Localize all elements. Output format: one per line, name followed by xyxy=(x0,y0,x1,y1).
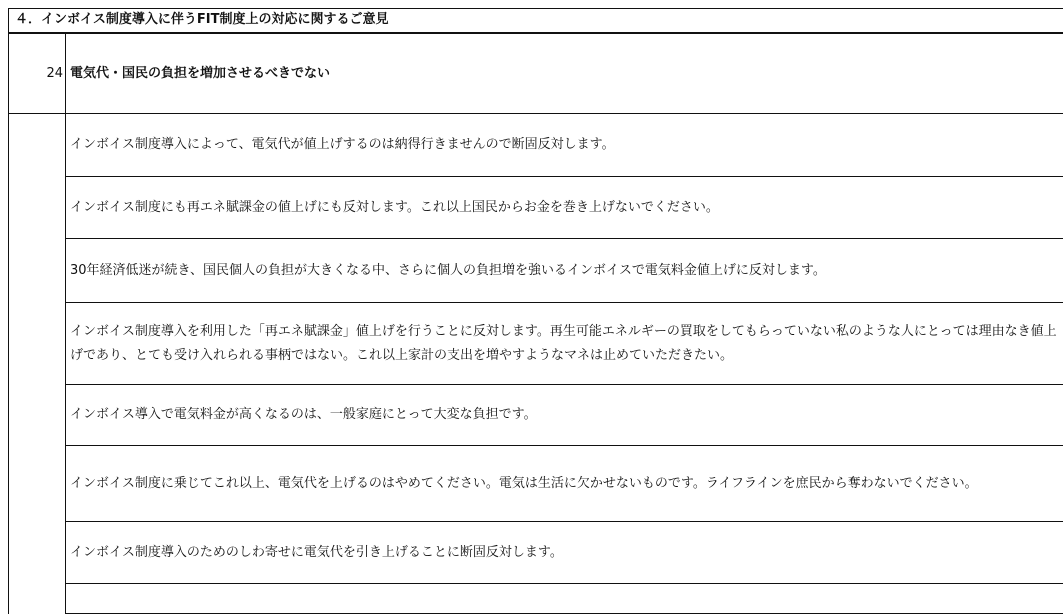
empty-number-cell xyxy=(9,385,66,446)
table-row xyxy=(9,385,1063,446)
opinion-cell: 30年経済低迷が続き、国民個人の負担が大きくなる中、さらに個人の負担増を強いるインボイスで電気料金値上げに反対します。 xyxy=(66,239,1063,303)
table-row xyxy=(9,522,1063,584)
item-header-row xyxy=(9,34,1063,114)
opinion-cell: インボイス制度にも再エネ賦課金の値上げにも反対します。これ以上国民からお金を巻き上げないでください。 xyxy=(66,177,1063,239)
opinion-cell: インボイス導入で電気料金が高くなるのは、一般家庭にとって大変な負担です。 xyxy=(66,385,1063,446)
empty-number-cell xyxy=(9,239,66,303)
empty-opinion-cell xyxy=(66,584,1063,614)
empty-number-cell xyxy=(9,303,66,385)
section-title: ４．インボイス制度導入に伴うFIT制度上の対応に関するご意見 xyxy=(8,8,1063,33)
table-row xyxy=(9,239,1063,303)
empty-number-cell xyxy=(9,114,66,177)
empty-number-cell xyxy=(9,446,66,522)
opinion-cell: インボイス制度導入によって、電気代が値上げするのは納得行きませんので断固反対します。 xyxy=(66,114,1063,177)
table-row xyxy=(9,584,1063,614)
table-row xyxy=(9,177,1063,239)
opinion-cell: インボイス制度導入のためのしわ寄せに電気代を引き上げることに断固反対します。 xyxy=(66,522,1063,584)
opinion-cell: インボイス制度に乗じてこれ以上、電気代を上げるのはやめてください。電気は生活に欠かせないものです。ライフラインを庶民から奪わないでください。 xyxy=(66,446,1063,522)
item-heading: 電気代・国民の負担を増加させるべきでない xyxy=(66,34,1063,114)
table-row xyxy=(9,114,1063,177)
empty-number-cell xyxy=(9,584,66,614)
table-row xyxy=(9,446,1063,522)
item-number: 24 xyxy=(9,34,66,114)
empty-number-cell xyxy=(9,177,66,239)
opinion-cell: インボイス制度導入を利用した「再エネ賦課金」値上げを行うことに反対します。再生可能エネルギーの買取をしてもらっていない私のような人にとっては理由なき値上げであり、とても受け入れられる事柄ではない。これ以上家計の支出を増やすようなマネは止めていただきたい。 xyxy=(66,303,1063,385)
opinions-table xyxy=(8,33,1063,614)
empty-number-cell xyxy=(9,522,66,584)
table-row xyxy=(9,303,1063,385)
